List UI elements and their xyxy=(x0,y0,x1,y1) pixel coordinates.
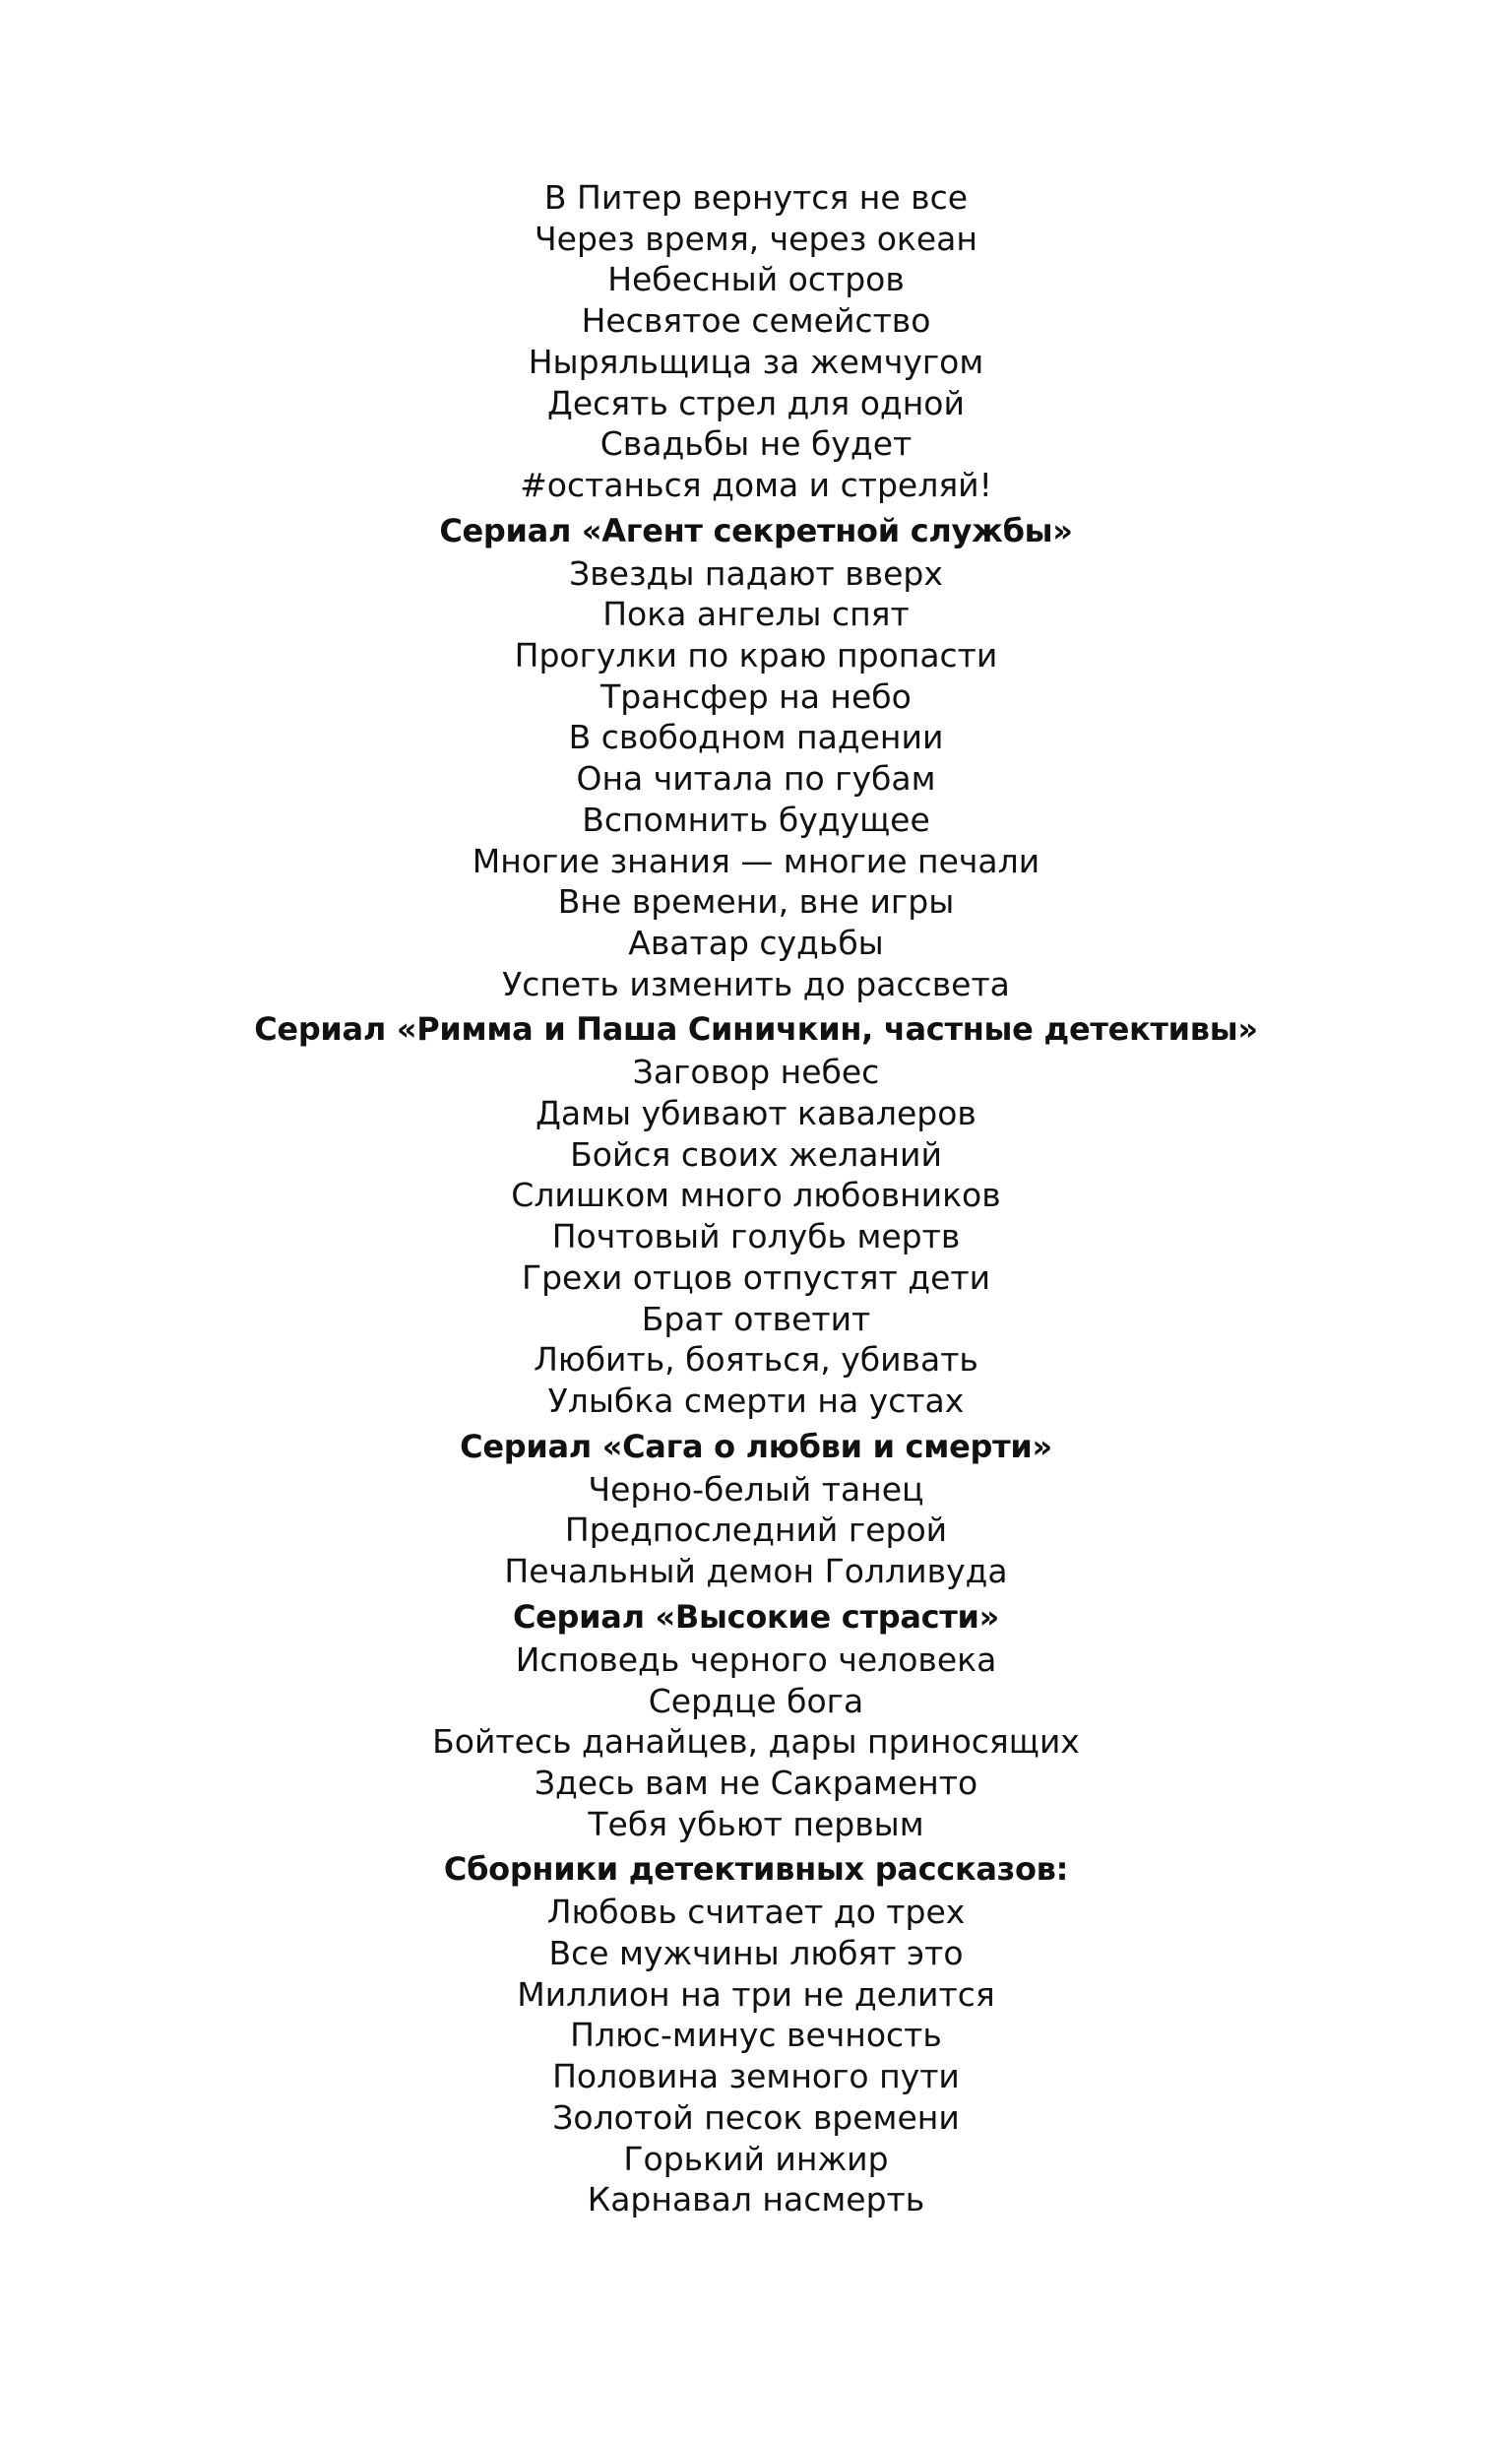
section-story-collections xyxy=(0,1848,1512,2220)
book-title: Слишком много любовников xyxy=(511,1176,1001,1215)
book-title: Любить, бояться, убивать xyxy=(534,1340,978,1380)
book-title: Грехи отцов отпустят дети xyxy=(521,1257,991,1297)
book-title: Предпоследний герой xyxy=(564,1511,948,1550)
book-title: #останься дома и стреляй! xyxy=(520,465,992,504)
book-title: Многие знания — многие печали xyxy=(472,841,1040,880)
book-title: Миллион на три не делится xyxy=(517,1974,995,2014)
book-title: В Питер вернутся не все xyxy=(543,178,969,217)
series-heading: Сборники детективных рассказов: xyxy=(443,1850,1069,1889)
book-title: Бойся своих желаний xyxy=(570,1134,942,1174)
section-detectives-series xyxy=(0,1008,1512,1421)
book-list-page xyxy=(0,177,1512,2220)
book-title: В свободном падении xyxy=(568,718,944,757)
book-title: Улыбка смерти на устах xyxy=(547,1381,965,1420)
series-heading: Сериал «Сага о любви и смерти» xyxy=(460,1427,1052,1465)
section-agent-series xyxy=(0,510,1512,1005)
book-title: Десять стрел для одной xyxy=(547,383,965,422)
book-title: Дамы убивают кавалеров xyxy=(536,1094,976,1133)
book-title: Горький инжир xyxy=(623,2139,889,2178)
book-title: Половина земного пути xyxy=(552,2057,960,2096)
book-title: Здесь вам не Сакраменто xyxy=(534,1763,978,1802)
book-title: Прогулки по краю пропасти xyxy=(514,636,998,675)
book-title: Черно-белый танец xyxy=(588,1469,924,1509)
book-title: Трансфер на небо xyxy=(600,676,912,716)
book-title: Звезды падают вверх xyxy=(569,553,943,593)
book-title: Вспомнить будущее xyxy=(582,800,930,839)
book-title: Она читала по губам xyxy=(576,759,936,799)
book-title: Все мужчины любят это xyxy=(548,1934,964,1973)
series-heading: Сериал «Римма и Паша Синичкин, частные детективы» xyxy=(254,1010,1258,1049)
series-heading: Сериал «Агент секретной службы» xyxy=(439,511,1073,549)
section-passions-series xyxy=(0,1596,1512,1845)
section-saga-series xyxy=(0,1426,1512,1592)
book-title: Небесный остров xyxy=(607,260,905,299)
book-title: Через время, через океан xyxy=(535,219,977,258)
book-title: Золотой песок времени xyxy=(552,2097,960,2137)
book-title: Любовь считает до трех xyxy=(546,1893,966,1932)
book-title: Почтовый голубь мертв xyxy=(551,1217,961,1256)
book-title: Вне времени, вне игры xyxy=(557,882,955,922)
book-title: Тебя убьют первым xyxy=(588,1804,924,1843)
book-title: Успеть изменить до рассвета xyxy=(502,964,1010,1003)
book-title: Ныряльщица за жемчугом xyxy=(528,342,984,381)
book-title: Пока ангелы спят xyxy=(602,595,910,634)
book-title: Печальный демон Голливуда xyxy=(504,1552,1008,1591)
book-title: Карнавал насмерть xyxy=(587,2180,925,2219)
book-title: Исповедь черного человека xyxy=(515,1639,997,1679)
book-title: Сердце бога xyxy=(648,1681,864,1720)
book-title: Несвятое семейство xyxy=(581,301,931,341)
book-title: Заговор небес xyxy=(632,1053,880,1092)
series-heading: Сериал «Высокие страсти» xyxy=(512,1597,1000,1636)
book-title: Аватар судьбы xyxy=(628,923,884,962)
book-title: Бойтесь данайцев, дары приносящих xyxy=(432,1722,1080,1762)
book-title: Свадьбы не будет xyxy=(599,424,913,464)
book-title: Брат ответит xyxy=(641,1299,871,1338)
book-title: Плюс-минус вечность xyxy=(570,2016,942,2055)
section-standalone xyxy=(0,177,1512,506)
